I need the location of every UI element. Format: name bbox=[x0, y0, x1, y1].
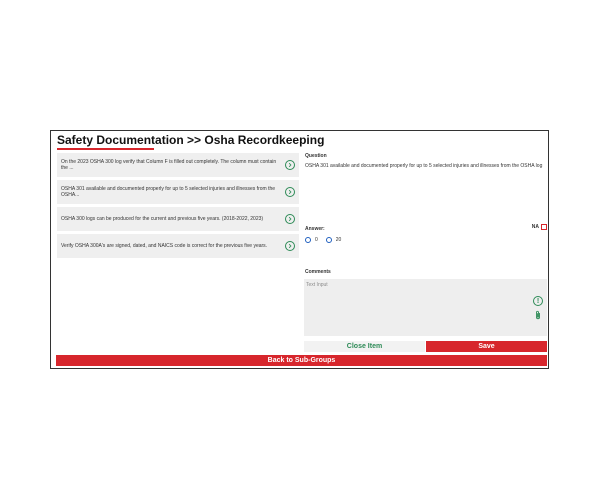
question-item-text: On the 2023 OSHA 300 log verify that Column F is filled out completely. The column must contain the ... bbox=[61, 158, 277, 171]
question-item[interactable] bbox=[57, 207, 299, 231]
answer-options bbox=[305, 237, 345, 243]
comments-placeholder: Text Input bbox=[306, 282, 328, 288]
question-text: OSHA 301 available and documented properly for up to 5 selected injuries and illnesses from the OSHA log bbox=[305, 163, 543, 169]
paperclip-icon[interactable] bbox=[535, 310, 541, 320]
alert-icon[interactable]: ! bbox=[533, 296, 543, 306]
title-underline bbox=[57, 148, 154, 150]
chevron-right-circle-icon[interactable] bbox=[285, 187, 295, 197]
close-item-button[interactable]: Close Item bbox=[304, 341, 425, 352]
comments-label: Comments bbox=[305, 269, 331, 275]
question-list bbox=[57, 153, 299, 261]
chevron-right-circle-icon[interactable] bbox=[285, 160, 295, 170]
checklist-panel bbox=[50, 130, 549, 369]
answer-option-label: 0 bbox=[315, 237, 318, 243]
na-checkbox[interactable] bbox=[541, 224, 547, 230]
question-item[interactable] bbox=[57, 180, 299, 204]
question-item-text: OSHA 301 available and documented properly for up to 5 selected injuries and illnesses from the OSHA... bbox=[61, 185, 276, 198]
chevron-right-circle-icon[interactable] bbox=[285, 214, 295, 224]
question-label: Question bbox=[305, 153, 327, 159]
question-item[interactable] bbox=[57, 153, 299, 177]
answer-label: Answer: bbox=[305, 226, 325, 232]
answer-radio-20[interactable] bbox=[326, 237, 332, 243]
answer-radio-0[interactable] bbox=[305, 237, 311, 243]
chevron-right-circle-icon[interactable] bbox=[285, 241, 295, 251]
na-label: NA bbox=[531, 224, 539, 230]
question-item[interactable] bbox=[57, 234, 299, 258]
question-item-text: OSHA 300 logs can be produced for the current and previous five years. (2018-2022, 2023) bbox=[61, 215, 264, 222]
page-title: Safety Documentation >> Osha Recordkeeping bbox=[57, 133, 325, 147]
question-item-text: Verify OSHA 300A's are signed, dated, and NAICS code is correct for the previous five years. bbox=[61, 242, 268, 249]
na-option bbox=[532, 224, 547, 230]
back-to-sub-groups-button[interactable]: Back to Sub-Groups bbox=[56, 355, 547, 366]
comments-input[interactable] bbox=[304, 279, 547, 336]
save-button[interactable]: Save bbox=[426, 341, 547, 352]
answer-option-label: 20 bbox=[335, 237, 342, 243]
